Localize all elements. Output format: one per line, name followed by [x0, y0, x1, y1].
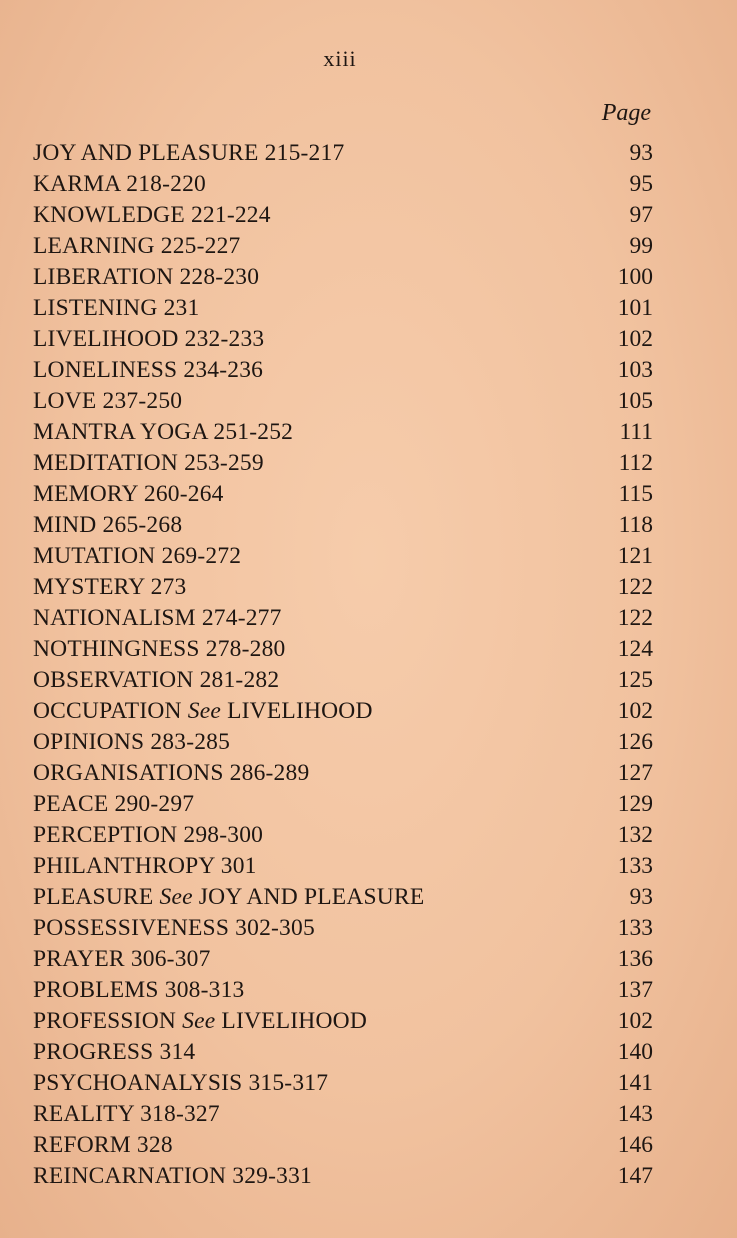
index-entry-term-group: [33, 231, 241, 262]
index-entry-term-group: [33, 758, 309, 789]
index-entry-term: LISTENING 231: [33, 295, 200, 321]
index-entry-term: OCCUPATION: [33, 698, 182, 724]
index-entry-term-group: [33, 448, 264, 479]
index-entry-page-number: 124: [617, 636, 653, 662]
index-entry-term-group: [33, 1161, 312, 1192]
index-entry-term: LEARNING 225-227: [33, 233, 241, 259]
index-entry-term-group: [33, 727, 230, 758]
index-entry-term: PRAYER 306-307: [33, 946, 211, 972]
index-entry-term: PEACE 290-297: [33, 791, 195, 817]
index-entry-term: PROGRESS 314: [33, 1039, 196, 1065]
index-entry-term-group: [33, 634, 286, 665]
index-entry-term: KARMA 218-220: [33, 171, 206, 197]
index-entry: [33, 231, 653, 262]
index-entry: [33, 169, 653, 200]
index-entry: [33, 200, 653, 231]
index-entry-term: PERCEPTION 298-300: [33, 822, 264, 848]
index-entry-page-number: 102: [617, 326, 653, 352]
see-reference-target: LIVELIHOOD: [221, 1008, 367, 1034]
index-entry-page-number: 102: [617, 1008, 653, 1034]
index-entry: [33, 510, 653, 541]
index-entry-page-number: 103: [617, 357, 653, 383]
index-entry-page-number: 147: [617, 1163, 653, 1189]
index-entry-term-group: [33, 324, 264, 355]
index-entry-term: JOY AND PLEASURE 215-217: [33, 140, 345, 166]
index-entry-page-number: 133: [617, 915, 653, 941]
index-entry-term: MANTRA YOGA 251-252: [33, 419, 294, 445]
index-entry-page-number: 146: [617, 1132, 653, 1158]
index-entry-term-group: [33, 851, 257, 882]
index-entry: [33, 479, 653, 510]
index-entry-term-group: [33, 541, 241, 572]
index-entry: [33, 696, 653, 727]
index-entry-term: REINCARNATION 329-331: [33, 1163, 313, 1189]
index-entry: [33, 541, 653, 572]
index-entry-term-group: [33, 1068, 328, 1099]
index-entry-term: MUTATION 269-272: [33, 543, 242, 569]
index-entry-page-number: 129: [617, 791, 653, 817]
index-entry-page-number: 140: [617, 1039, 653, 1065]
index-entry-term-group: [33, 1099, 220, 1130]
index-entry: [33, 851, 653, 882]
index-entry-page-number: 125: [617, 667, 653, 693]
index-entry-term-group: [33, 603, 282, 634]
page-folio: xiii: [323, 46, 357, 71]
index-entry-term-group: [33, 355, 263, 386]
index-entry-term-group: [33, 510, 182, 541]
index-entry-page-number: 97: [629, 202, 653, 228]
index-entry: [33, 1068, 653, 1099]
index-entry: [33, 1037, 653, 1068]
index-entry-page-number: 126: [617, 729, 653, 755]
index-entry-term-group: [33, 293, 199, 324]
index-entry-term: LONELINESS 234-236: [33, 357, 264, 383]
index-entry: [33, 324, 653, 355]
index-entry-term: LIVELIHOOD 232-233: [33, 326, 265, 352]
index-entry-term: LOVE 237-250: [33, 388, 183, 414]
index-entry-term-group: [33, 1006, 367, 1037]
index-entry-page-number: 100: [617, 264, 653, 290]
index-entry-page-number: 101: [617, 295, 653, 321]
index-entry: [33, 138, 653, 169]
index-entry-page-number: 122: [617, 574, 653, 600]
index-entry: [33, 913, 653, 944]
index-entry: [33, 727, 653, 758]
index-entry-term-group: [33, 696, 373, 727]
index-list: [33, 138, 653, 1192]
index-entry: [33, 355, 653, 386]
index-entry-term-group: [33, 262, 259, 293]
see-reference-target: LIVELIHOOD: [227, 698, 373, 724]
index-entry-term-group: [33, 417, 293, 448]
index-entry-term: NOTHINGNESS 278-280: [33, 636, 286, 662]
index-entry-term-group: [33, 169, 206, 200]
index-entry: [33, 758, 653, 789]
index-entry-term: REALITY 318-327: [33, 1101, 220, 1127]
index-entry-term: MEMORY 260-264: [33, 481, 224, 507]
index-entry-page-number: 105: [617, 388, 653, 414]
index-entry-term-group: [33, 572, 186, 603]
index-entry-page-number: 93: [629, 884, 653, 910]
index-entry-term-group: [33, 820, 263, 851]
index-entry: [33, 603, 653, 634]
index-entry-page-number: 143: [617, 1101, 653, 1127]
see-reference-label: See: [159, 884, 193, 910]
index-entry-term-group: [33, 1037, 195, 1068]
index-entry-term-group: [33, 1130, 173, 1161]
index-entry-page-number: 141: [617, 1070, 653, 1096]
index-entry-term-group: [33, 665, 279, 696]
see-reference-label: See: [182, 1008, 216, 1034]
index-entry-page-number: 122: [617, 605, 653, 631]
index-entry-term: KNOWLEDGE 221-224: [33, 202, 271, 228]
index-entry-page-number: 137: [617, 977, 653, 1003]
index-entry: [33, 1130, 653, 1161]
index-entry: [33, 1161, 653, 1192]
index-entry-term: PHILANTHROPY 301: [33, 853, 257, 879]
index-entry-term: ORGANISATIONS 286-289: [33, 760, 310, 786]
index-entry: [33, 882, 653, 913]
index-entry-term-group: [33, 138, 344, 169]
index-entry-term: PROFESSION: [33, 1008, 177, 1034]
see-reference-target: JOY AND PLEASURE: [198, 884, 425, 910]
index-entry-page-number: 111: [619, 419, 653, 445]
index-entry-term: NATIONALISM 274-277: [33, 605, 282, 631]
index-entry-term: PLEASURE: [33, 884, 154, 910]
index-entry-term-group: [33, 479, 224, 510]
index-entry: [33, 1099, 653, 1130]
index-entry-page-number: 121: [617, 543, 653, 569]
index-entry-term-group: [33, 975, 244, 1006]
index-entry: [33, 386, 653, 417]
index-entry: [33, 665, 653, 696]
index-entry-page-number: 127: [617, 760, 653, 786]
see-reference-label: See: [187, 698, 221, 724]
index-entry-term: REFORM 328: [33, 1132, 173, 1158]
index-entry-term-group: [33, 200, 271, 231]
index-entry: [33, 262, 653, 293]
index-entry: [33, 944, 653, 975]
index-entry-term: OBSERVATION 281-282: [33, 667, 280, 693]
index-entry-term-group: [33, 386, 182, 417]
index-entry-page-number: 93: [629, 140, 653, 166]
index-entry-page-number: 112: [618, 450, 653, 476]
index-entry: [33, 789, 653, 820]
index-entry: [33, 1006, 653, 1037]
index-entry-term: PSYCHOANALYSIS 315-317: [33, 1070, 329, 1096]
index-entry-term-group: [33, 944, 211, 975]
index-entry: [33, 417, 653, 448]
index-entry-page-number: 136: [617, 946, 653, 972]
index-entry: [33, 634, 653, 665]
index-entry: [33, 448, 653, 479]
index-entry: [33, 572, 653, 603]
index-entry-term: MEDITATION 253-259: [33, 450, 264, 476]
index-entry-page-number: 95: [629, 171, 653, 197]
index-entry-page-number: 132: [617, 822, 653, 848]
index-entry-page-number: 102: [617, 698, 653, 724]
index-entry-term-group: [33, 913, 315, 944]
index-entry: [33, 975, 653, 1006]
index-entry: [33, 820, 653, 851]
index-entry-page-number: 118: [618, 512, 653, 538]
index-entry-page-number: 133: [617, 853, 653, 879]
index-entry: [33, 293, 653, 324]
page-column-header: Page: [601, 100, 651, 126]
index-entry-page-number: 99: [629, 233, 653, 259]
index-entry-term: LIBERATION 228-230: [33, 264, 260, 290]
index-entry-term-group: [33, 789, 194, 820]
index-entry-term: MIND 265-268: [33, 512, 183, 538]
index-entry-term: OPINIONS 283-285: [33, 729, 231, 755]
index-entry-term: PROBLEMS 308-313: [33, 977, 245, 1003]
index-entry-term-group: [33, 882, 424, 913]
index-entry-page-number: 115: [618, 481, 653, 507]
index-entry-term: POSSESSIVENESS 302-305: [33, 915, 315, 941]
index-entry-term: MYSTERY 273: [33, 574, 187, 600]
